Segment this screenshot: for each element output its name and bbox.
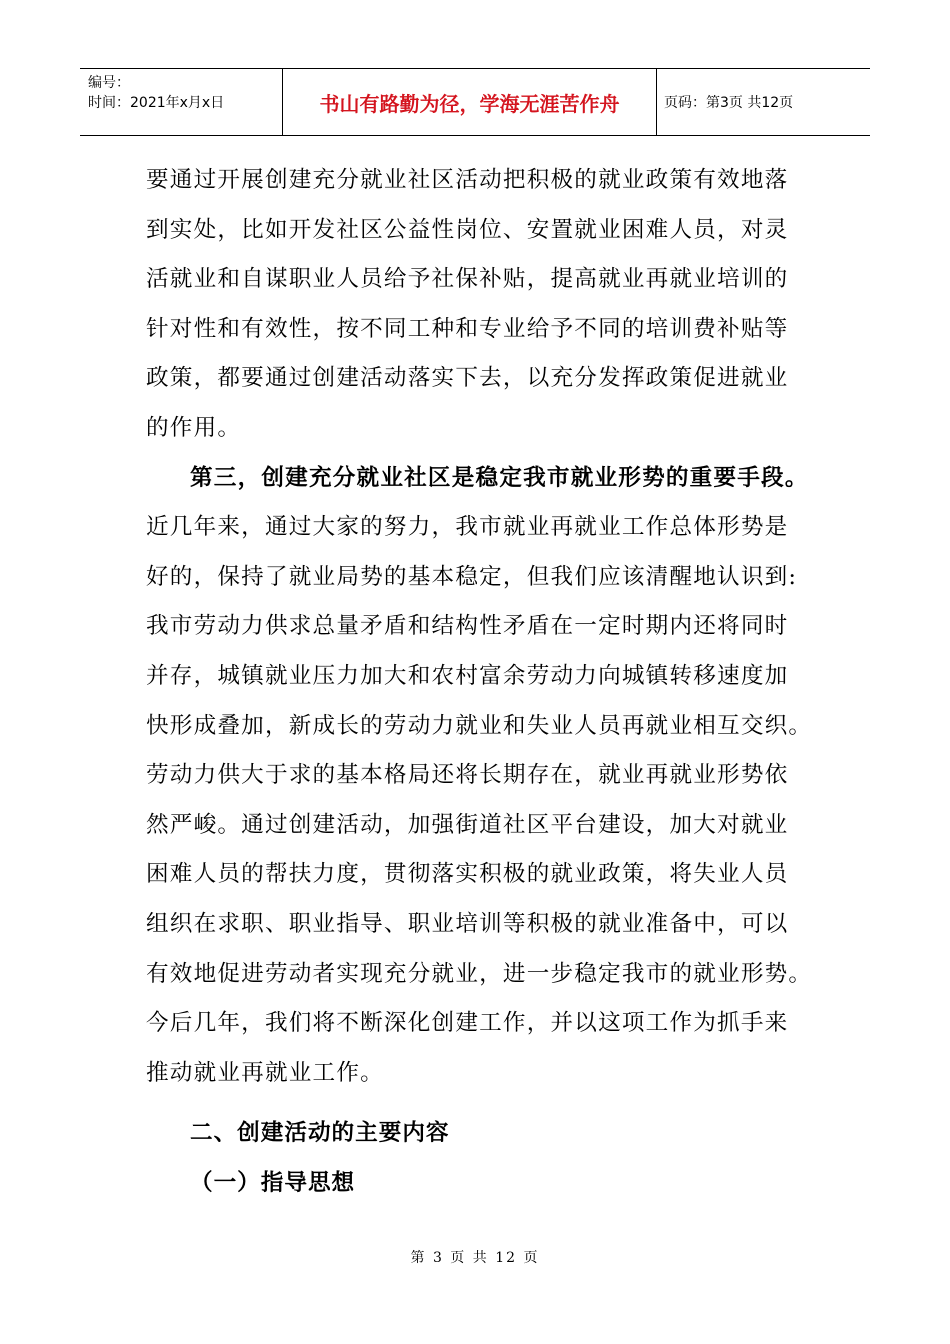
text-line: 针对性和有效性，按不同工种和专业给予不同的培训费补贴等 (146, 315, 789, 342)
document-time-label: 时间：2021年x月x日 (88, 95, 225, 111)
text-line: 政策，都要通过创建活动落实下去，以充分发挥政策促进就业 (146, 365, 789, 392)
text-line: 的作用。 (146, 414, 242, 441)
text-line: 并存，城镇就业压力加大和农村富余劳动力向城镇转移速度加 (146, 662, 789, 689)
section-heading: 二、创建活动的主要内容 (190, 1120, 450, 1146)
subsection-heading: （一）指导思想 (190, 1170, 356, 1196)
text-line: 近几年来，通过大家的努力，我市就业再就业工作总体形势是 (146, 514, 789, 541)
text-line: 组织在求职、职业指导、职业培训等积极的就业准备中，可以 (146, 910, 789, 937)
page-footer: 第 3 页 共 12 页 (410, 1250, 540, 1266)
header-page-info: 页码：第3页 共12页 (664, 95, 794, 111)
text-line: 然严峻。通过创建活动，加强街道社区平台建设，加大对就业 (146, 811, 789, 838)
text-line: 快形成叠加，新成长的劳动力就业和失业人员再就业相互交织。 (146, 712, 813, 739)
text-line: 推动就业再就业工作。 (146, 1059, 384, 1086)
text-line: 劳动力供大于求的基本格局还将长期存在，就业再就业形势依 (146, 762, 789, 789)
text-line: 到实处，比如开发社区公益性岗位、安置就业困难人员，对灵 (146, 216, 789, 243)
text-line: 好的，保持了就业局势的基本稳定，但我们应该清醒地认识到: (146, 563, 798, 590)
bold-statement: 第三，创建充分就业社区是稳定我市就业形势的重要手段。 (190, 464, 809, 491)
text-line: 今后几年，我们将不断深化创建工作，并以这项工作为抓手来 (146, 1010, 789, 1037)
header-motto: 书山有路勤为径，学海无涯苦作舟 (283, 69, 657, 135)
text-line: 困难人员的帮扶力度，贯彻落实积极的就业政策，将失业人员 (146, 861, 789, 888)
document-number-label: 编号： (88, 75, 130, 91)
header-meta (80, 69, 283, 135)
text-line: 有效地促进劳动者实现充分就业，进一步稳定我市的就业形势。 (146, 960, 813, 987)
text-line: 要通过开展创建充分就业社区活动把积极的就业政策有效地落 (146, 167, 789, 193)
page-header (80, 68, 870, 136)
text-line: 我市劳动力供求总量矛盾和结构性矛盾在一定时期内还将同时 (146, 613, 789, 640)
text-line: 活就业和自谋职业人员给予社保补贴，提高就业再就业培训的 (146, 266, 789, 293)
document-body (146, 156, 813, 1098)
